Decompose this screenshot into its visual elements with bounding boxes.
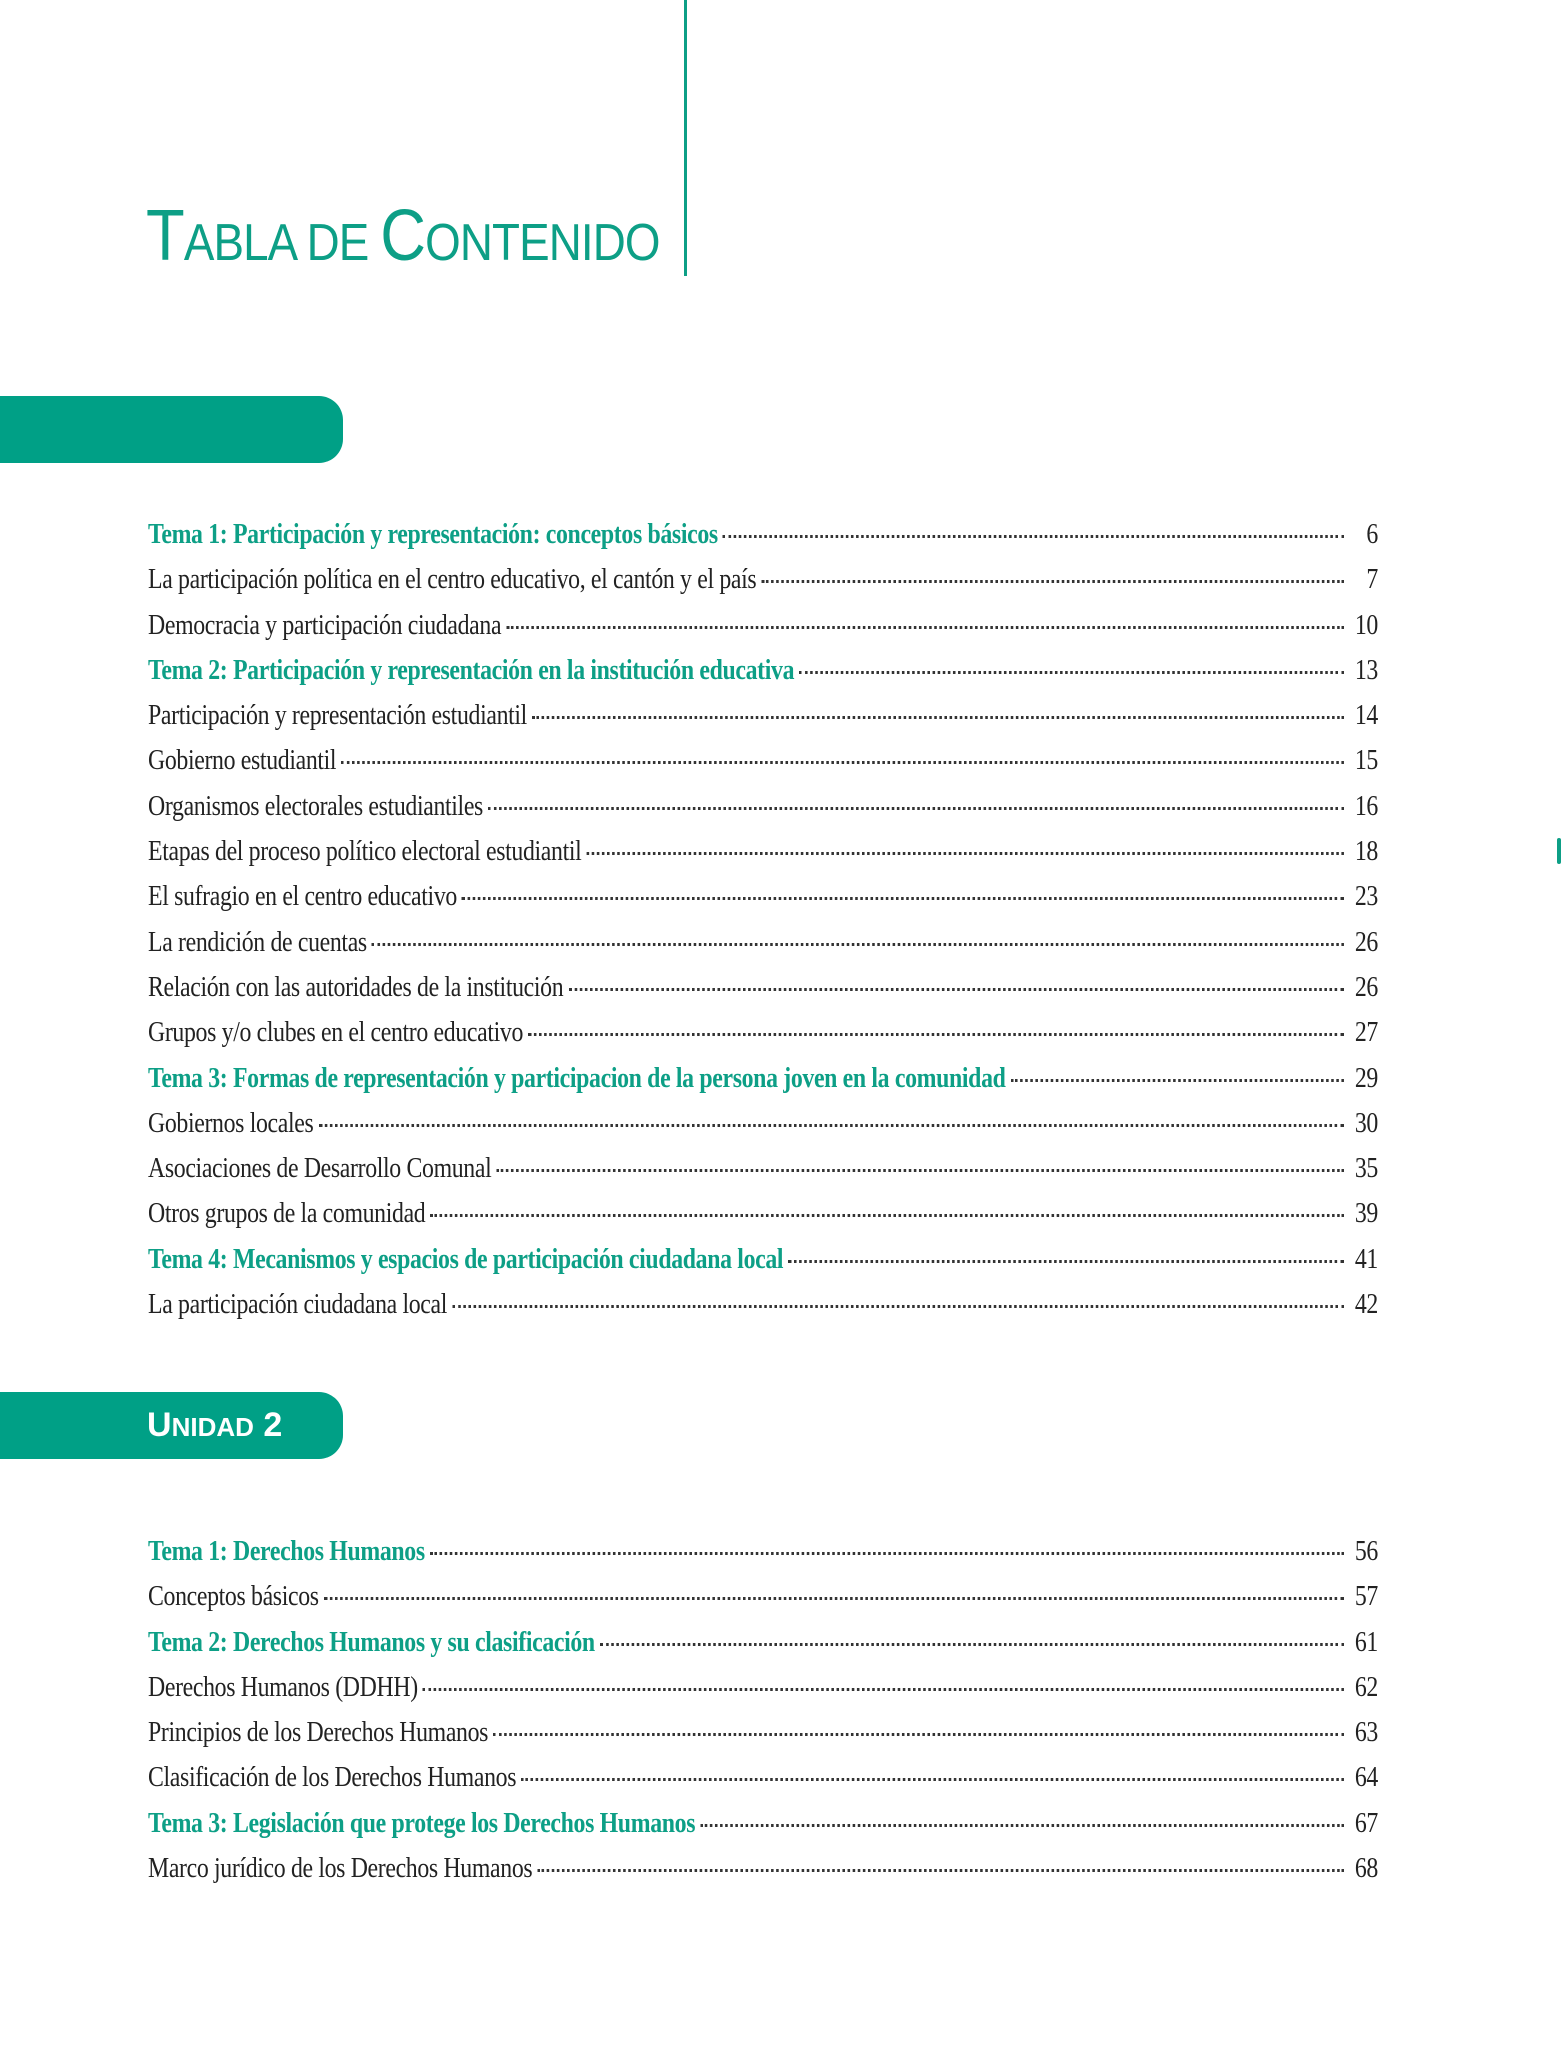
toc-entry-label: Tema 3: Formas de representación y participacion de la persona joven en la comunidad [148,1062,1006,1094]
toc-page-number: 27 [1354,1017,1378,1049]
toc-entry[interactable] [148,609,1378,654]
toc-page-number: 6 [1366,519,1378,550]
toc-entry-label: Tema 2: Derechos Humanos y su clasificación [148,1626,595,1658]
dot-leader [521,1778,1344,1781]
toc-entry-label: Otros grupos de la comunidad [148,1198,426,1230]
toc-entry-label: Organismos electorales estudiantiles [148,790,483,822]
toc-page-number: 63 [1354,1717,1378,1749]
toc-entry[interactable] [148,744,1378,789]
toc-entry[interactable] [148,926,1378,971]
toc-topic-heading[interactable] [148,1243,1378,1288]
toc-entry-label: Gobierno estudiantil [148,745,337,777]
toc-entry[interactable] [148,1107,1378,1152]
dot-leader [324,1597,1344,1600]
toc-page-number: 26 [1354,926,1378,958]
toc-entry-label: Derechos Humanos (DDHH) [148,1671,418,1703]
toc-entry-label: La participación ciudadana local [148,1289,448,1321]
toc-entry-label: Etapas del proceso político electoral estudiantil [148,836,582,868]
toc-entry-label: Marco jurídico de los Derechos Humanos [148,1853,533,1885]
toc-page-number: 15 [1354,745,1378,777]
toc-entry-label: Tema 1: Participación y representación: conceptos básicos [148,519,718,550]
toc-page-number: 61 [1354,1626,1378,1658]
toc-entry-label: Participación y representación estudiantil [148,700,527,732]
dot-leader [506,626,1344,629]
toc-page-number: 13 [1354,654,1378,686]
toc-entry-label: Grupos y/o clubes en el centro educativo [148,1017,524,1049]
toc-page-number: 26 [1354,971,1378,1003]
toc-entry[interactable] [148,835,1378,880]
toc-entry[interactable] [148,1761,1378,1806]
dot-leader [761,580,1344,583]
dot-leader [700,1824,1344,1827]
unit-1-banner [0,396,343,463]
toc-entry-label: Clasificación de los Derechos Humanos [148,1762,517,1794]
toc-entry-label: Relación con las autoridades de la institución [148,971,564,1003]
dot-leader [600,1643,1344,1646]
toc-page-number: 42 [1354,1289,1378,1321]
toc-entry[interactable] [148,699,1378,744]
dot-leader [528,1033,1344,1036]
page-edge-mark [1557,838,1561,864]
toc-topic-heading[interactable] [148,1062,1378,1107]
title-divider-line [684,0,687,276]
toc-page-number: 23 [1354,881,1378,913]
toc-page-number: 14 [1354,700,1378,732]
toc-entry-label: Asociaciones de Desarrollo Comunal [148,1153,492,1185]
toc-entry[interactable] [148,1016,1378,1061]
dot-leader [372,943,1344,946]
unit-2-label: UNIDAD 2 [147,1406,283,1444]
toc-entry[interactable] [148,1716,1378,1761]
page-title: TABLA DE CONTENIDO [146,196,660,276]
dot-leader [341,761,1344,764]
dot-leader [788,1260,1344,1263]
toc-entry[interactable] [148,880,1378,925]
toc-page-number: 62 [1354,1671,1378,1703]
toc-entry-label: Tema 1: Derechos Humanos [148,1536,425,1567]
toc-topic-heading[interactable] [148,518,1378,563]
dot-leader [462,897,1344,900]
toc-page-number: 67 [1354,1807,1378,1839]
toc-topic-heading[interactable] [148,654,1378,699]
toc-entry[interactable] [148,971,1378,1016]
dot-leader [430,1214,1343,1217]
toc-page-number: 35 [1354,1153,1378,1185]
toc-page-number: 7 [1366,564,1378,596]
dot-leader [488,807,1344,810]
dot-leader [496,1169,1343,1172]
toc-page-number: 16 [1354,790,1378,822]
dot-leader [493,1733,1344,1736]
dot-leader [537,1869,1344,1872]
toc-entry[interactable] [148,1152,1378,1197]
unit-1-toc [148,518,1378,1333]
toc-entry-label: La participación política en el centro educativo, el cantón y el país [148,564,757,596]
toc-entry-label: Conceptos básicos [148,1581,319,1613]
dot-leader [319,1124,1344,1127]
toc-entry[interactable] [148,1580,1378,1625]
toc-entry-label: Gobiernos locales [148,1107,314,1139]
toc-entry[interactable] [148,1197,1378,1242]
toc-entry[interactable] [148,1288,1378,1333]
toc-entry-label: Tema 4: Mecanismos y espacios de participación ciudadana local [148,1243,784,1275]
dot-leader [452,1305,1344,1308]
dot-leader [1011,1079,1344,1082]
toc-entry[interactable] [148,1852,1378,1897]
toc-page-number: 39 [1354,1198,1378,1230]
toc-topic-heading[interactable] [148,1807,1378,1852]
toc-entry[interactable] [148,790,1378,835]
unit-2-toc [148,1535,1378,1897]
toc-page-number: 64 [1354,1762,1378,1794]
toc-entry[interactable] [148,563,1378,608]
toc-page-number: 57 [1354,1581,1378,1613]
toc-entry-label: Principios de los Derechos Humanos [148,1717,489,1749]
toc-page-number: 68 [1354,1853,1378,1885]
toc-topic-heading[interactable] [148,1626,1378,1671]
dot-leader [568,988,1344,991]
toc-entry-label: Democracia y participación ciudadana [148,609,502,641]
toc-topic-heading[interactable] [148,1535,1378,1580]
toc-entry-label: El sufragio en el centro educativo [148,881,457,913]
dot-leader [532,716,1344,719]
toc-page-number: 10 [1354,609,1378,641]
toc-page-number: 29 [1354,1062,1378,1094]
toc-entry-label: Tema 3: Legislación que protege los Derechos Humanos [148,1807,696,1839]
toc-page-number: 41 [1354,1243,1378,1275]
dot-leader [430,1552,1344,1555]
dot-leader [587,852,1344,855]
dot-leader [723,535,1344,538]
toc-page-number: 30 [1354,1107,1378,1139]
toc-entry[interactable] [148,1671,1378,1716]
dot-leader [423,1688,1344,1691]
unit-2-banner [0,1392,343,1459]
toc-entry-label: Tema 2: Participación y representación en la institución educativa [148,654,795,686]
toc-page-number: 18 [1354,836,1378,868]
toc-entry-label: La rendición de cuentas [148,926,367,958]
toc-page-number: 56 [1354,1536,1378,1567]
dot-leader [799,671,1344,674]
